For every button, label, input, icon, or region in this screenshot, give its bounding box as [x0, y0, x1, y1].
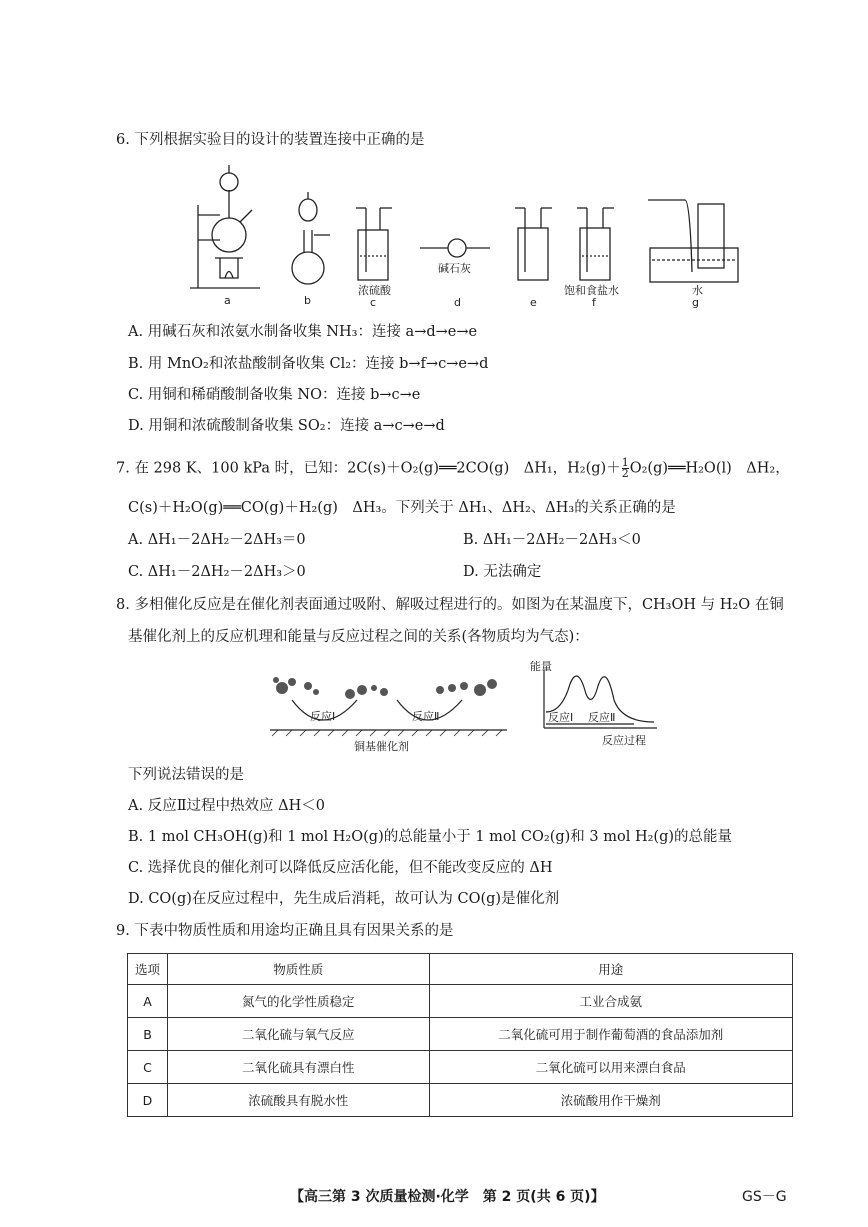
q6-option-c: C. 用铜和稀硝酸制备收集 NO：连接 b→c→e — [128, 387, 421, 403]
row-property: 浓硫酸具有脱水性 — [167, 1084, 429, 1117]
table-row — [128, 1051, 793, 1084]
q7-line1-a: 7. 在 298 K、100 kPa 时，已知：2C(s)＋O₂(g)══2CO(g) ΔH₁，H₂(g)＋ — [116, 460, 621, 477]
q7-line1 — [116, 458, 790, 479]
q6-option-a: A. 用碱石灰和浓氨水制备收集 NH₃：连接 a→d→e→e — [128, 324, 478, 340]
table-row — [128, 1018, 793, 1051]
row-use: 浓硫酸用作干燥剂 — [429, 1084, 792, 1117]
reaction1-label: 反应Ⅰ — [310, 710, 336, 723]
row-option: C — [128, 1051, 168, 1084]
table-header-row — [128, 954, 793, 985]
apparatus-figure — [180, 160, 740, 310]
q7-line2: C(s)＋H₂O(g)══CO(g)＋H₂(g) ΔH₃。下列关于 ΔH₁、ΔH₂、ΔH₃的关系正确的是 — [128, 500, 676, 516]
reaction2-label: 反应Ⅱ — [412, 710, 440, 723]
mechanism-figure — [262, 660, 662, 755]
q8-option-a: A. 反应Ⅱ过程中热效应 ΔH＜0 — [128, 798, 325, 814]
q6-stem: 6. 下列根据实验目的设计的装置连接中正确的是 — [116, 132, 425, 148]
label-b: b — [304, 294, 311, 307]
q9-stem: 9. 下表中物质性质和用途均正确且具有因果关系的是 — [116, 923, 454, 939]
q8-line2: 基催化剂上的反应机理和能量与反应过程之间的关系(各物质均为气态)： — [128, 629, 589, 645]
fraction-num: 1 — [621, 456, 629, 469]
q7-option-b: B. ΔH₁－2ΔH₂－2ΔH₃＜0 — [463, 532, 641, 548]
catalyst-label: 铜基催化剂 — [354, 740, 409, 753]
q8-option-d: D. CO(g)在反应过程中，先生成后消耗，故可认为 CO(g)是催化剂 — [128, 891, 560, 907]
page-footer: 【高三第 3 次质量检测·化学 第 2 页(共 6 页)】 — [290, 1189, 605, 1205]
caption-g: 水 — [692, 284, 703, 297]
row-property: 二氧化硫具有漂白性 — [167, 1051, 429, 1084]
caption-d: 碱石灰 — [438, 262, 471, 275]
row-property: 氮气的化学性质稳定 — [167, 985, 429, 1018]
table-row — [128, 1084, 793, 1117]
q7-line1-b: O₂(g)══H₂O(l) ΔH₂， — [629, 460, 790, 477]
header-option: 选项 — [128, 954, 168, 985]
q6-option-d: D. 用铜和浓硫酸制备收集 SO₂：连接 a→c→e→d — [128, 418, 445, 434]
q8-prompt: 下列说法错误的是 — [128, 767, 244, 783]
q7-option-d: D. 无法确定 — [463, 564, 542, 580]
exam-code: GS－G — [742, 1189, 787, 1205]
header-use: 用途 — [429, 954, 792, 985]
table-row — [128, 985, 793, 1018]
header-property: 物质性质 — [167, 954, 429, 985]
label-g: g — [692, 296, 699, 309]
q7-option-a: A. ΔH₁－2ΔH₂－2ΔH₃＝0 — [128, 532, 306, 548]
energy-axis-label: 能量 — [530, 660, 552, 673]
caption-c: 浓硫酸 — [358, 284, 391, 297]
label-f: f — [592, 296, 596, 309]
row-use: 工业合成氨 — [429, 985, 792, 1018]
q9-table — [127, 953, 793, 1117]
row-property: 二氧化硫与氧气反应 — [167, 1018, 429, 1051]
energy-reaction2-label: 反应Ⅱ — [588, 711, 616, 724]
q8-option-c: C. 选择优良的催化剂可以降低反应活化能，但不能改变反应的 ΔH — [128, 860, 553, 876]
label-e: e — [530, 296, 537, 309]
fraction — [622, 458, 629, 479]
q7-option-c: C. ΔH₁－2ΔH₂－2ΔH₃＞0 — [128, 564, 306, 580]
row-option: A — [128, 985, 168, 1018]
label-d: d — [454, 296, 461, 309]
caption-f: 饱和食盐水 — [564, 284, 619, 297]
row-use: 二氧化硫可用于制作葡萄酒的食品添加剂 — [429, 1018, 792, 1051]
q8-line1: 8. 多相催化反应是在催化剂表面通过吸附、解吸过程进行的。如图为在某温度下，CH₃OH 与 H₂O 在铜 — [116, 597, 784, 613]
q6-option-b: B. 用 MnO₂和浓盐酸制备收集 Cl₂：连接 b→f→c→e→d — [128, 356, 489, 372]
label-c: c — [370, 296, 377, 309]
process-axis-label: 反应过程 — [602, 734, 646, 747]
row-option: B — [128, 1018, 168, 1051]
row-use: 二氧化硫可以用来漂白食品 — [429, 1051, 792, 1084]
fraction-den: 2 — [621, 467, 629, 480]
row-option: D — [128, 1084, 168, 1117]
energy-reaction1-label: 反应Ⅰ — [548, 711, 574, 724]
q8-option-b: B. 1 mol CH₃OH(g)和 1 mol H₂O(g)的总能量小于 1 mol CO₂(g)和 3 mol H₂(g)的总能量 — [128, 829, 733, 845]
label-a: a — [224, 294, 231, 307]
